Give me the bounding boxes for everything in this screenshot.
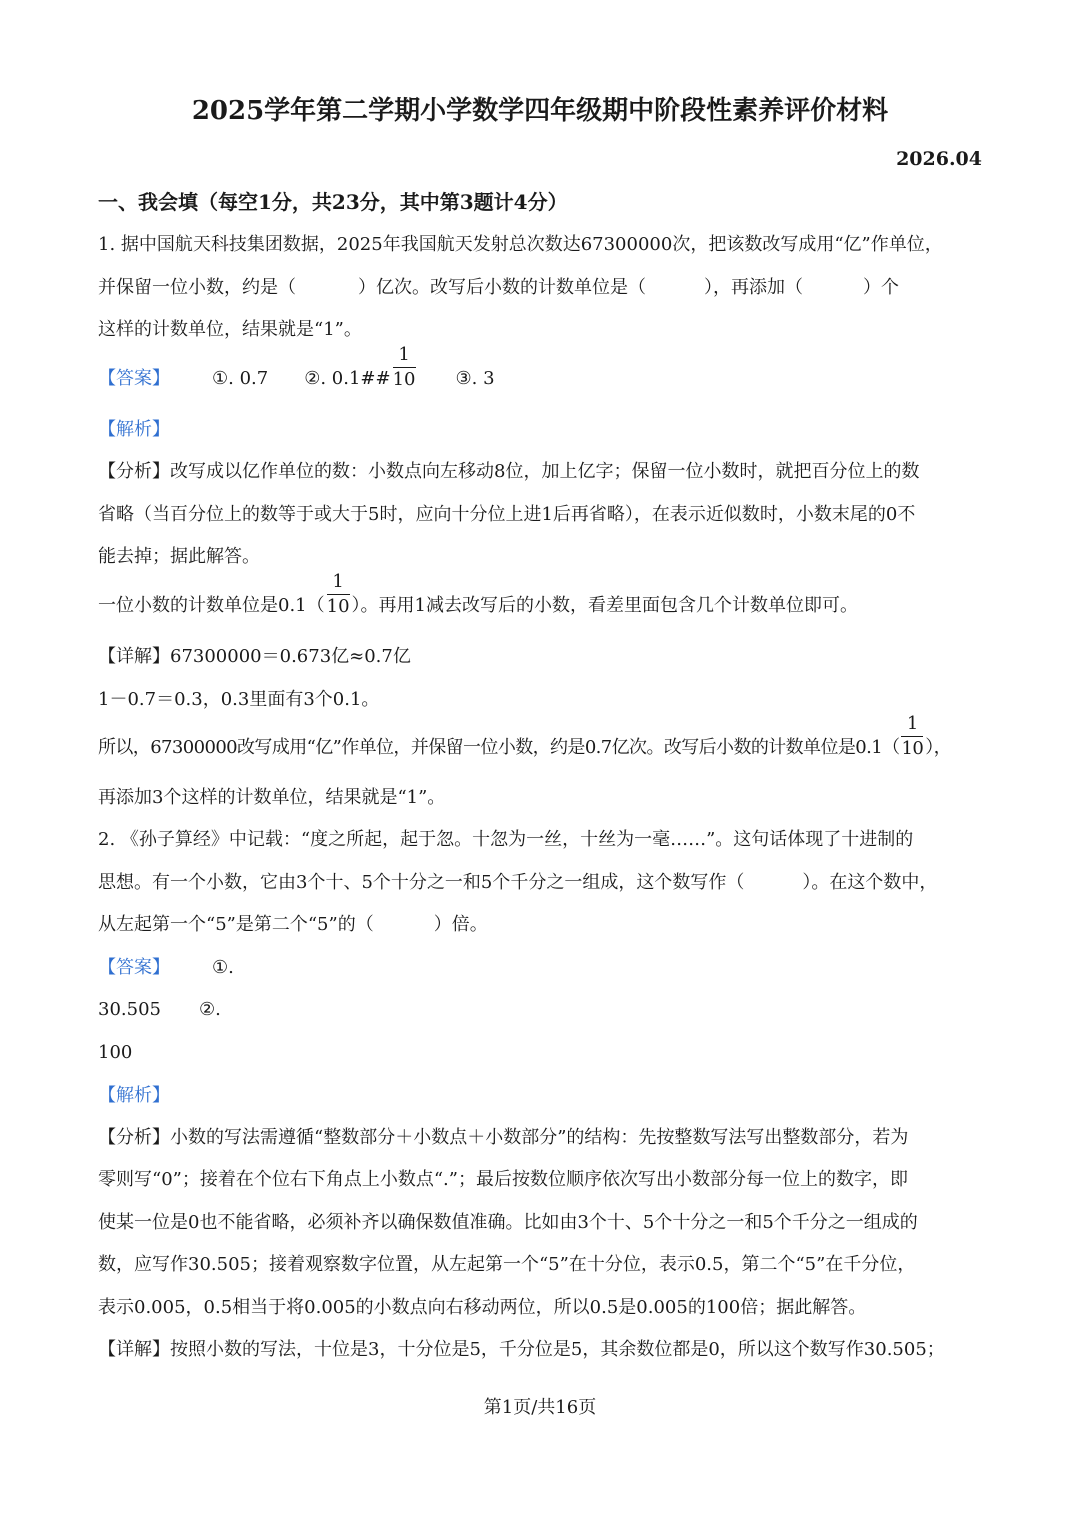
- q1-detail-1: 【详解】67300000＝0.673亿≈0.7亿: [98, 646, 411, 667]
- q2-answer-1: 30.505 ②.: [98, 999, 221, 1020]
- answer-tag: 【答案】: [98, 957, 170, 978]
- q1-detail-2: 1－0.7＝0.3，0.3里面有3个0.1。: [98, 689, 380, 710]
- fraction: $\frac{1}{10}$: [901, 712, 924, 759]
- q2-answer: 【答案】 ①.: [98, 957, 234, 978]
- document-title: 2025学年第二学期小学数学四年级期中阶段性素养评价材料: [191, 96, 889, 126]
- analysis-tag: 【解析】: [98, 419, 170, 440]
- q2-analysis-4: 数，应写作30.505；接着观察数字位置，从左起第一个“5”在十分位，表示0.5，第二个“5”在千分位，: [98, 1254, 916, 1275]
- fraction: $\frac{1}{10}$: [392, 343, 416, 390]
- answer-3: ③. 3: [455, 368, 495, 389]
- answer-tag: 【答案】: [98, 368, 170, 389]
- analysis-tag: 【解析】: [98, 1085, 170, 1106]
- q2-analysis-2: 零则写“0”；接着在个位右下角点上小数点“.”；最后按数位顺序依次写出小数部分每一位上的数字，即: [98, 1169, 908, 1190]
- q2-analysis-5: 表示0.005，0.5相当于将0.005的小数点向右移动两位，所以0.5是0.005的100倍；据此解答。: [98, 1297, 867, 1318]
- q1-detail-4: 再添加3个这样的计数单位，结果就是“1”。: [98, 787, 446, 808]
- answer-1: ①. 0.7: [212, 368, 269, 389]
- q1-answer: [98, 343, 495, 391]
- q1-detail-3: 所以，67300000改写成用“亿”作单位，并保留一位小数，约是0.7亿次。改写后小数的计数单位是0.1（ $\frac{1}{10}$ ），: [98, 712, 952, 759]
- q1-analysis-2: 省略（当百分位上的数等于或大于5时，应向十分位上进1后再省略），在表示近似数时，小数末尾的0不: [98, 504, 916, 525]
- q2-analysis-1: 【分析】小数的写法需遵循“整数部分＋小数点＋小数部分”的结构：先按整数写法写出整数部分，若为: [98, 1127, 909, 1148]
- q1-analysis-1: 【分析】改写成以亿作单位的数：小数点向左移动8位，加上亿字；保留一位小数时，就把百分位上的数: [98, 461, 920, 482]
- page-footer: 第1页/共16页: [483, 1397, 597, 1418]
- q1-line-1: 1. 据中国航天科技集团数据，2025年我国航天发射总次数达67300000次，把该数改写成用“亿”作单位，: [98, 234, 943, 255]
- fraction: $\frac{1}{10}$: [326, 570, 350, 617]
- document-date: 2026.04: [896, 148, 982, 170]
- answer-2: ②. 0.1##: [304, 368, 391, 389]
- section-heading: 一、我会填（每空1分，共23分，其中第3题计4分）: [98, 190, 568, 214]
- q2-detail-1: 【详解】按照小数的写法，十位是3，十分位是5，千分位是5，其余数位都是0，所以这个数写作30.505；: [98, 1339, 945, 1360]
- q2-line-3: 从左起第一个“5”是第二个“5”的（ ）倍。: [98, 914, 488, 935]
- q2-answer-2: 100: [98, 1042, 133, 1063]
- q2-line-2: 思想。有一个小数，它由3个十、5个十分之一和5个千分之一组成，这个数写作（ ）。在这个数中，: [98, 872, 938, 893]
- q1-line-2: 并保留一位小数，约是（ ）亿次。改写后小数的计数单位是（ ），再添加（ ）个: [98, 277, 899, 298]
- q1-analysis-4: 一位小数的计数单位是0.1（ $\frac{1}{10}$ ）。再用1减去改写后的小数，看差里面包含几个计数单位即可。: [98, 570, 858, 617]
- q1-line-3: 这样的计数单位，结果就是“1”。: [98, 319, 362, 340]
- q2-analysis-3: 使某一位是0也不能省略，必须补齐以确保数值准确。比如由3个十、5个十分之一和5个千分之一组成的: [98, 1212, 918, 1233]
- q1-analysis-3: 能去掉；据此解答。: [98, 546, 260, 567]
- q2-line-1: 2. 《孙子算经》中记载：“度之所起，起于忽。十忽为一丝，十丝为一毫……”。这句话体现了十进制的: [98, 829, 914, 850]
